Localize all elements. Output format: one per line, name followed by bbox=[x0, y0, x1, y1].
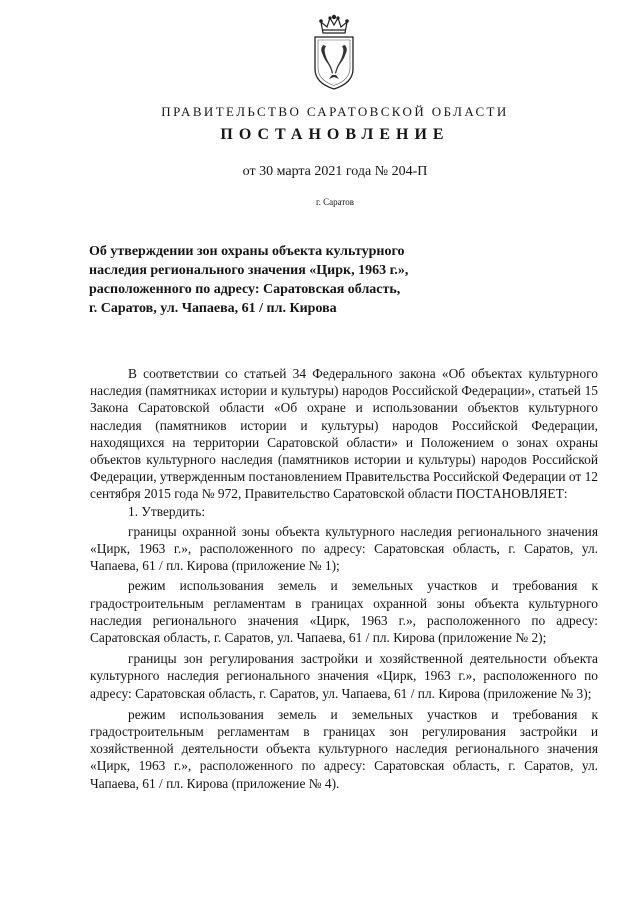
document-city: г. Саратов bbox=[316, 197, 354, 207]
government-name: ПРАВИТЕЛЬСТВО САРАТОВСКОЙ ОБЛАСТИ bbox=[161, 104, 509, 119]
subject-line: Об утверждении зон охраны объекта культурного bbox=[89, 244, 405, 259]
document-subject bbox=[89, 242, 489, 318]
saratov-coat-of-arms-icon bbox=[311, 13, 357, 91]
subitem-paragraph-3: границы зон регулирования застройки и хозяйственной деятельности объекта культурного наследия регионального значения «Цирк, 1963 г.», расположенного по адресу: Саратовская область, г. Саратов, ул. Чапаева, 61 / пл. Кирова (приложение № 3); bbox=[90, 651, 598, 701]
subitem-paragraph-2: режим использования земель и земельных участков и требования к градостроительным регламентам в границах охранной зоны объекта культурного наследия регионального значения «Цирк, 1963 г.», расположенного по адресу: Саратовская область, г. Саратов, ул. Чапаева, 61 / пл. Кирова (приложение № 2); bbox=[90, 578, 598, 646]
subitem-paragraph-4: режим использования земель и земельных участков и требования к градостроительным регламентам в границах зон регулирования застройки и хозяйственной деятельности объекта культурного наследия регионального значения «Цирк, 1963 г.», расположенного по адресу: Саратовская область, г. Саратов, ул. Чапаева, 61 / пл. Кирова (приложение № 4). bbox=[90, 706, 598, 791]
document-date-number: от 30 марта 2021 года № 204-П bbox=[242, 164, 428, 179]
subject-line: наследия регионального значения «Цирк, 1963 г.», bbox=[89, 263, 409, 278]
preamble-paragraph: В соответствии со статьей 34 Федерального закона «Об объектах культурного наследия (памятниках истории и культуры) народов Российской Федерации», статьей 15 Закона Саратовской области «Об охране и использовании объектов культурного наследия (памятников истории и культуры) народов Российской Федерации, находящихся на территории Саратовской области» и Положением о зонах охраны объектов культурного наследия (памятников истории и культуры) народов Российской Федерации, утвержденным постановлением Правительства Российской Федерации от 12 сентября 2015 года № 972, Правительство Саратовской области ПОСТАНОВЛЯЕТ: bbox=[90, 366, 598, 502]
document-body bbox=[90, 365, 598, 792]
subject-line: г. Саратов, ул. Чапаева, 61 / пл. Кирова bbox=[89, 301, 337, 316]
subitem-paragraph-1: границы охранной зоны объекта культурного наследия регионального значения «Цирк, 1963 г.», расположенного по адресу: Саратовская область, г. Саратов, ул. Чапаева, 61 / пл. Кирова (приложение № 1); bbox=[90, 523, 598, 574]
document-type-title: ПОСТАНОВЛЕНИЕ bbox=[220, 126, 450, 143]
item-1-heading: 1. Утвердить: bbox=[128, 503, 206, 519]
subject-line: расположенного по адресу: Саратовская область, bbox=[89, 282, 401, 297]
